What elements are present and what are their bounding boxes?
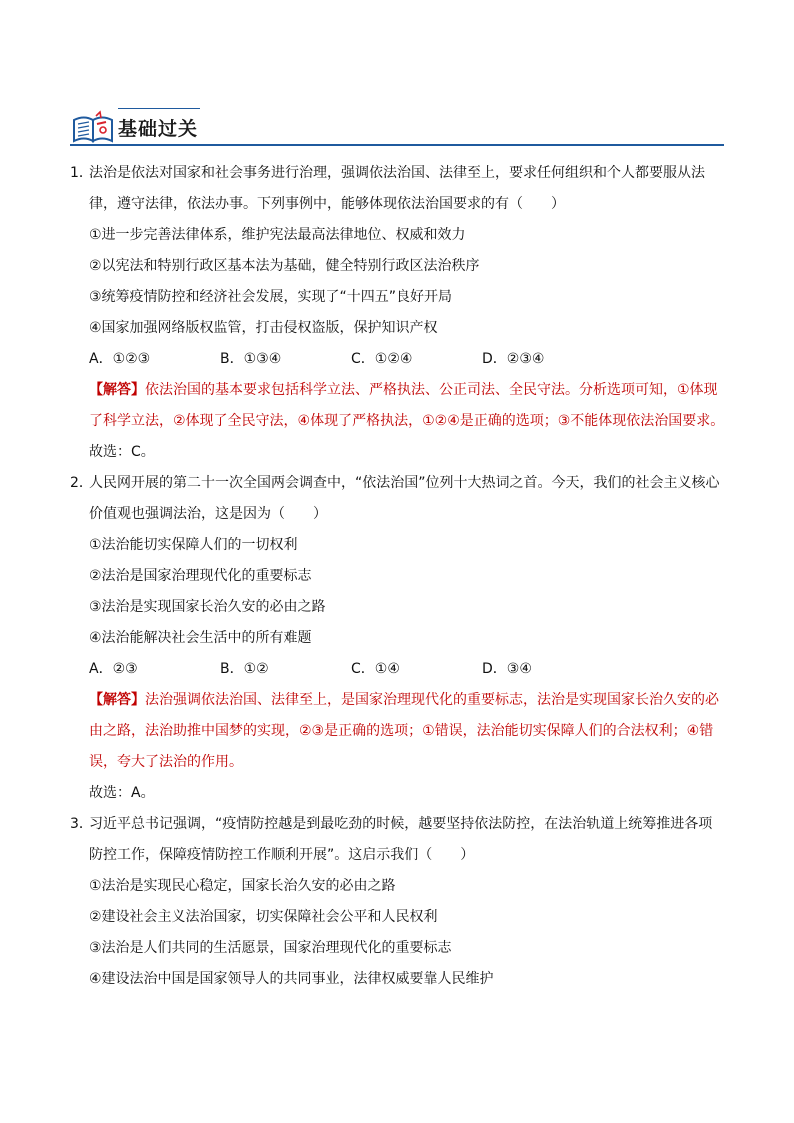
statement: ①进一步完善法律体系，维护宪法最高法律地位、权威和效力 bbox=[89, 227, 466, 243]
statement: ③法治是实现国家长治久安的必由之路 bbox=[89, 599, 326, 615]
question-1 bbox=[70, 158, 726, 468]
header-rule bbox=[70, 144, 724, 146]
question-text: 法治是依法对国家和社会事务进行治理，强调依法治国、法律至上，要求任何组织和个人都要服从法律，遵守法律，依法办事。下列事例中，能够体现依法治国要求的有（ ） bbox=[89, 165, 705, 212]
answer-tag: 【解答】 bbox=[89, 692, 145, 708]
option-c[interactable]: C．①②④ bbox=[351, 351, 413, 367]
options-row bbox=[89, 344, 726, 375]
answer-text: 依法治国的基本要求包括科学立法、严格执法、公正司法、全民守法。分析选项可知，①体现了科学立法，②体现了全民守法，④体现了严格执法，①②④是正确的选项；③不能体现依法治国要求。 bbox=[89, 382, 725, 429]
question-stem bbox=[70, 468, 726, 530]
book-icon bbox=[70, 110, 116, 146]
question-3 bbox=[70, 809, 726, 995]
header-top-line bbox=[118, 108, 200, 109]
answer-text: 法治强调依法治国、法律至上，是国家治理现代化的重要标志，法治是实现国家长治久安的必由之路，法治助推中国梦的实现，②③是正确的选项；①错误，法治能切实保障人们的合法权利；④错误，夸大了法治的作用。 bbox=[89, 692, 719, 770]
question-text: 习近平总书记强调，“疫情防控越是到最吃劲的时候，越要坚持依法防控，在法治轨道上统筹推进各项防控工作，保障疫情防控工作顺利开展”。这启示我们（ ） bbox=[89, 816, 713, 863]
answer-choice: 故选：C。 bbox=[89, 444, 155, 460]
answer-explanation bbox=[89, 375, 726, 437]
question-number: 2． bbox=[70, 475, 93, 491]
statement: ③法治是人们共同的生活愿景，国家治理现代化的重要标志 bbox=[89, 940, 452, 956]
statement: ②建设社会主义法治国家，切实保障社会公平和人民权利 bbox=[89, 909, 438, 925]
answer-choice: 故选：A。 bbox=[89, 785, 155, 801]
question-number: 1． bbox=[70, 165, 93, 181]
option-d[interactable]: D．③④ bbox=[482, 661, 532, 677]
statement: ①法治能切实保障人们的一切权利 bbox=[89, 537, 298, 553]
question-text: 人民网开展的第二十一次全国两会调查中，“依法治国”位列十大热词之首。今天，我们的社会主义核心价值观也强调法治，这是因为（ ） bbox=[89, 475, 720, 522]
option-b[interactable]: B．①② bbox=[220, 661, 269, 677]
statement: ④国家加强网络版权监管，打击侵权盗版，保护知识产权 bbox=[89, 320, 438, 336]
statement: ②法治是国家治理现代化的重要标志 bbox=[89, 568, 312, 584]
options-row bbox=[89, 654, 726, 685]
option-d[interactable]: D．②③④ bbox=[482, 351, 545, 367]
option-b[interactable]: B．①③④ bbox=[220, 351, 282, 367]
statement: ④建设法治中国是国家领导人的共同事业，法律权威要靠人民维护 bbox=[89, 971, 494, 987]
question-stem bbox=[70, 809, 726, 871]
option-a[interactable]: A．②③ bbox=[89, 661, 138, 677]
answer-tag: 【解答】 bbox=[89, 382, 145, 398]
answer-explanation bbox=[89, 685, 726, 778]
question-2 bbox=[70, 468, 726, 809]
statement: ②以宪法和特别行政区基本法为基础，健全特别行政区法治秩序 bbox=[89, 258, 480, 274]
statement: ③统筹疫情防控和经济社会发展，实现了“十四五”良好开局 bbox=[89, 289, 453, 305]
question-stem bbox=[70, 158, 726, 220]
option-a[interactable]: A．①②③ bbox=[89, 351, 151, 367]
question-number: 3． bbox=[70, 816, 93, 832]
option-c[interactable]: C．①④ bbox=[351, 661, 400, 677]
statement: ④法治能解决社会生活中的所有难题 bbox=[89, 630, 312, 646]
statement: ①法治是实现民心稳定，国家长治久安的必由之路 bbox=[89, 878, 396, 894]
section-title: 基础过关 bbox=[118, 118, 199, 140]
question-list bbox=[70, 158, 726, 995]
section-header bbox=[70, 100, 724, 148]
